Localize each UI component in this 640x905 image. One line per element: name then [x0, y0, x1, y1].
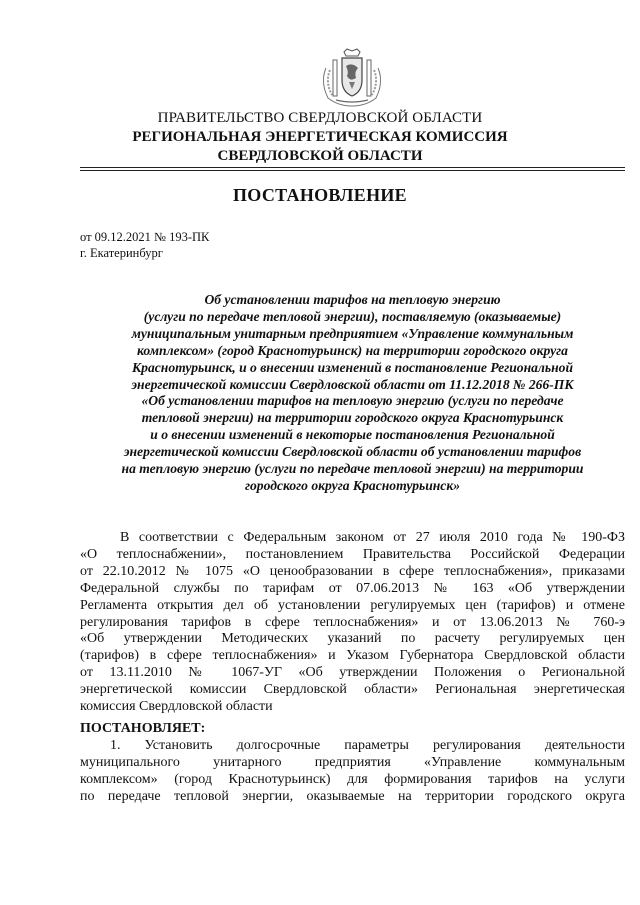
- paragraph-line: по передаче тепловой энергии, оказываемые на территории городского округа: [80, 788, 625, 804]
- subject-line: (услуги по передаче тепловой энергии), поставляемую (оказываемые): [143, 308, 562, 324]
- subject-line: и о внесении изменений в некоторые постановления Региональной: [150, 427, 555, 443]
- document-type-title: ПОСТАНОВЛЕНИЕ: [233, 185, 407, 205]
- document-subject: [80, 292, 625, 495]
- paragraph-line: (тарифов) в сфере теплоснабжения» и Указом Губернатора Свердловской области: [80, 648, 625, 664]
- subject-line: Об установлении тарифов на тепловую энергию: [204, 292, 501, 307]
- org-line-government: ПРАВИТЕЛЬСТВО СВЕРДЛОВСКОЙ ОБЛАСТИ: [157, 110, 483, 126]
- preamble-paragraph: [80, 530, 625, 716]
- subject-line: «Об установлении тарифов на тепловую энергию (услуги по передаче: [141, 393, 564, 409]
- paragraph-line: 1. Установить долгосрочные параметры регулирования деятельности: [110, 738, 625, 753]
- org-line-region: СВЕРДЛОВСКОЙ ОБЛАСТИ: [217, 148, 423, 164]
- header-rule-top: [80, 167, 625, 168]
- decree-word: ПОСТАНОВЛЯЕТ:: [80, 721, 206, 736]
- paragraph-line: «Об утверждении Методических указаний по расчету регулируемых цен: [80, 631, 625, 647]
- org-line-commission: РЕГИОНАЛЬНАЯ ЭНЕРГЕТИЧЕСКАЯ КОМИССИЯ: [132, 129, 508, 145]
- subject-line: на тепловую энергию (услуги по передаче тепловой энергии) на территории: [121, 461, 584, 477]
- paragraph-line: энергетической комиссии Свердловской области» Региональная энергетическая: [80, 682, 625, 698]
- paragraph-line: комиссия Свердловской области: [80, 699, 273, 715]
- clause-paragraph: [80, 738, 625, 806]
- subject-line: тепловой энергии) на территории городского округа Краснотурьинск: [141, 410, 564, 426]
- document-date-number: от 09.12.2021 № 193-ПК: [80, 230, 210, 244]
- paragraph-line: В соответствии с Федеральным законом от 27 июля 2010 года № 190-ФЗ: [120, 530, 625, 545]
- paragraph-line: Федеральной службы по тарифам от 07.06.2013 № 163 «Об утверждении: [80, 580, 625, 596]
- paragraph-line: регулирования тарифов в сфере теплоснабжения» и от 13.06.2013 № 760-э: [80, 614, 625, 630]
- header-rule-bottom: [80, 170, 625, 171]
- paragraph-line: Регламента открытия дел об установлении регулируемых цен (тарифов) и отмене: [80, 597, 625, 613]
- subject-line: комплексом» (город Краснотурьинск) на территории городского округа: [137, 342, 568, 358]
- paragraph-line: от 22.10.2012 № 1075 «О ценообразовании в сфере теплоснабжения», приказами: [80, 563, 625, 579]
- paragraph-line: от 13.11.2010 № 1067-УГ «Об утверждении Положения о Региональной: [80, 665, 625, 681]
- subject-line: Краснотурьинск, и о внесении изменений в постановление Региональной: [131, 359, 574, 375]
- paragraph-line: муниципального унитарного предприятия «Управление коммунальным: [80, 754, 625, 770]
- coat-of-arms-icon: [316, 48, 388, 108]
- subject-line: энергетической комиссии Свердловской области от 11.12.2018 № 266-ПК: [131, 376, 574, 392]
- paragraph-line: «О теплоснабжении», постановлением Правительства Российской Федерации: [80, 546, 625, 562]
- subject-line: городского округа Краснотурьинск»: [244, 477, 461, 493]
- paragraph-line: комплексом» (город Краснотурьинск) для формирования тарифов на услуги: [80, 771, 625, 787]
- document-city: г. Екатеринбург: [80, 246, 163, 260]
- subject-line: энергетической комиссии Свердловской области об установлении тарифов: [123, 444, 582, 460]
- subject-line: муниципальным унитарным предприятием «Управление коммунальным: [131, 325, 574, 341]
